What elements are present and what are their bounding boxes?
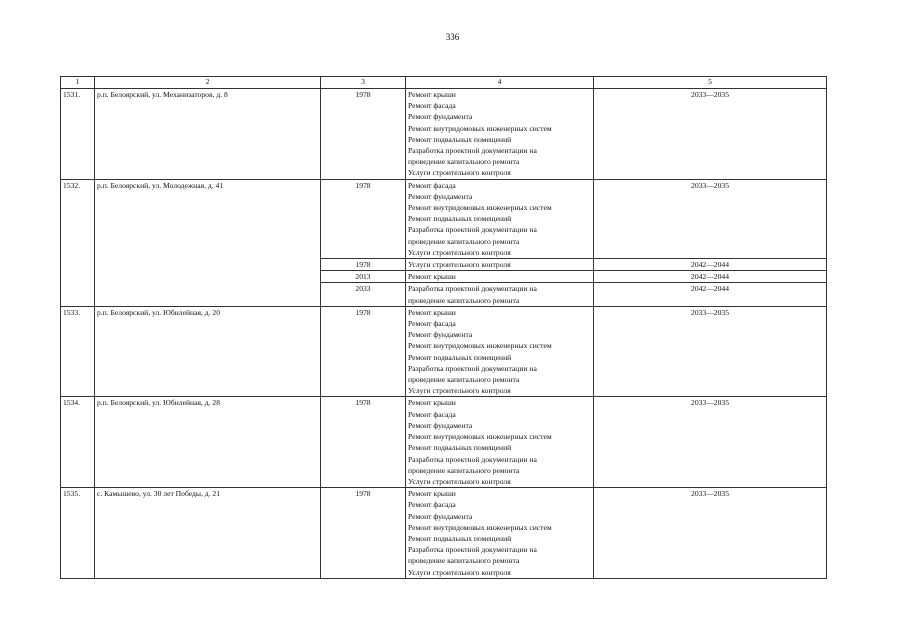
- work-item: Ремонт фасада: [408, 409, 456, 419]
- work-item: Ремонт фасада: [408, 180, 456, 190]
- table-row: [61, 488, 827, 579]
- year-cell: 1978: [321, 397, 406, 488]
- work-item: Ремонт фундамента: [408, 191, 473, 201]
- work-item: проведение капитального ремонта: [408, 157, 520, 167]
- period-cell: 2033—2035: [594, 488, 827, 579]
- work-item: Ремонт фундамента: [408, 112, 473, 122]
- work-item: Ремонт фасада: [408, 319, 456, 329]
- work-item: проведение капитального ремонта: [408, 465, 520, 475]
- work-item: Ремонт подвальных помещений: [408, 134, 512, 144]
- row-number-cell: 1531.: [61, 89, 95, 180]
- period-cell: 2033—2035: [594, 179, 827, 258]
- works-cell: [406, 179, 594, 258]
- work-item: Разработка проектной документации на: [408, 363, 537, 373]
- year-cell: 1978: [321, 306, 406, 397]
- work-item: Ремонт фасада: [408, 500, 456, 510]
- work-item: Ремонт внутридомовых инженерных систем: [408, 432, 552, 442]
- work-item: Ремонт фасада: [408, 101, 456, 111]
- work-item: Ремонт подвальных помещений: [408, 533, 512, 543]
- work-item: Услуги строительного контроля: [408, 260, 511, 270]
- work-item: Ремонт фундамента: [408, 420, 473, 430]
- period-cell: 2042—2044: [594, 271, 827, 283]
- row-number-cell: 1533.: [61, 306, 95, 397]
- work-item: Ремонт крыши: [408, 489, 456, 499]
- year-cell: 2033: [321, 283, 406, 306]
- work-item: проведение капитального ремонта: [408, 556, 520, 566]
- table-row: [61, 306, 827, 397]
- column-number-row: [61, 77, 827, 89]
- work-item: Ремонт внутридомовых инженерных систем: [408, 341, 552, 351]
- column-header-3: 3: [321, 77, 406, 89]
- work-item: Ремонт крыши: [408, 398, 456, 408]
- work-item: проведение капитального ремонта: [408, 375, 520, 385]
- period-cell: 2042—2044: [594, 259, 827, 271]
- work-item: Ремонт подвальных помещений: [408, 214, 512, 224]
- work-item: Ремонт подвальных помещений: [408, 443, 512, 453]
- table-body: [61, 89, 827, 579]
- row-number-cell: 1534.: [61, 397, 95, 488]
- work-item: Разработка проектной документации на: [408, 545, 537, 555]
- year-cell: 1978: [321, 488, 406, 579]
- works-cell: [406, 488, 594, 579]
- works-cell: [406, 283, 594, 306]
- table-row: [61, 397, 827, 488]
- repair-schedule-table: [60, 76, 827, 579]
- work-item: Услуги строительного контроля: [408, 247, 511, 257]
- work-item: Ремонт внутридомовых инженерных систем: [408, 123, 552, 133]
- period-cell: 2033—2035: [594, 89, 827, 180]
- works-cell: [406, 306, 594, 397]
- page-number: 336: [445, 32, 460, 42]
- period-cell: 2033—2035: [594, 306, 827, 397]
- work-item: Ремонт крыши: [408, 272, 456, 282]
- work-item: Разработка проектной документации на: [408, 454, 537, 464]
- column-header-5: 5: [594, 77, 827, 89]
- work-item: Разработка проектной документации на: [408, 225, 537, 235]
- work-item: Ремонт фундамента: [408, 511, 473, 521]
- work-item: Услуги строительного контроля: [408, 567, 511, 577]
- work-item: Ремонт фундамента: [408, 330, 473, 340]
- works-cell: [406, 397, 594, 488]
- work-item: Ремонт крыши: [408, 307, 456, 317]
- work-item: Разработка проектной документации на: [408, 146, 537, 156]
- table-row: [61, 179, 827, 258]
- work-item: Ремонт внутридомовых инженерных систем: [408, 203, 552, 213]
- row-number-cell: 1532.: [61, 179, 95, 306]
- year-cell: 2013: [321, 271, 406, 283]
- year-cell: 1978: [321, 179, 406, 258]
- address-cell: р.п. Белоярский, ул. Юбилейная, д. 20: [95, 306, 321, 397]
- column-header-1: 1: [61, 77, 95, 89]
- table-row: [61, 89, 827, 180]
- year-cell: 1978: [321, 89, 406, 180]
- address-cell: с. Камышево, ул. 30 лет Победы, д. 21: [95, 488, 321, 579]
- address-cell: р.п. Белоярский, ул. Юбилейная, д. 28: [95, 397, 321, 488]
- work-item: Услуги строительного контроля: [408, 386, 511, 396]
- work-item: Ремонт внутридомовых инженерных систем: [408, 522, 552, 532]
- row-number-cell: 1535.: [61, 488, 95, 579]
- address-cell: р.п. Белоярский, ул. Молодежная, д. 41: [95, 179, 321, 306]
- works-cell: [406, 259, 594, 271]
- period-cell: 2042—2044: [594, 283, 827, 306]
- work-item: проведение капитального ремонта: [408, 236, 520, 246]
- work-item: проведение капитального ремонта: [408, 295, 520, 305]
- work-item: Ремонт подвальных помещений: [408, 352, 512, 362]
- address-cell: р.п. Белоярский, ул. Механизаторов, д. 8: [95, 89, 321, 180]
- works-cell: [406, 271, 594, 283]
- work-item: Разработка проектной документации на: [408, 284, 537, 294]
- period-cell: 2033—2035: [594, 397, 827, 488]
- column-header-4: 4: [406, 77, 594, 89]
- year-cell: 1978: [321, 259, 406, 271]
- work-item: Ремонт крыши: [408, 90, 456, 99]
- works-cell: [406, 89, 594, 180]
- work-item: Услуги строительного контроля: [408, 476, 511, 486]
- work-item: Услуги строительного контроля: [408, 168, 511, 178]
- column-header-2: 2: [95, 77, 321, 89]
